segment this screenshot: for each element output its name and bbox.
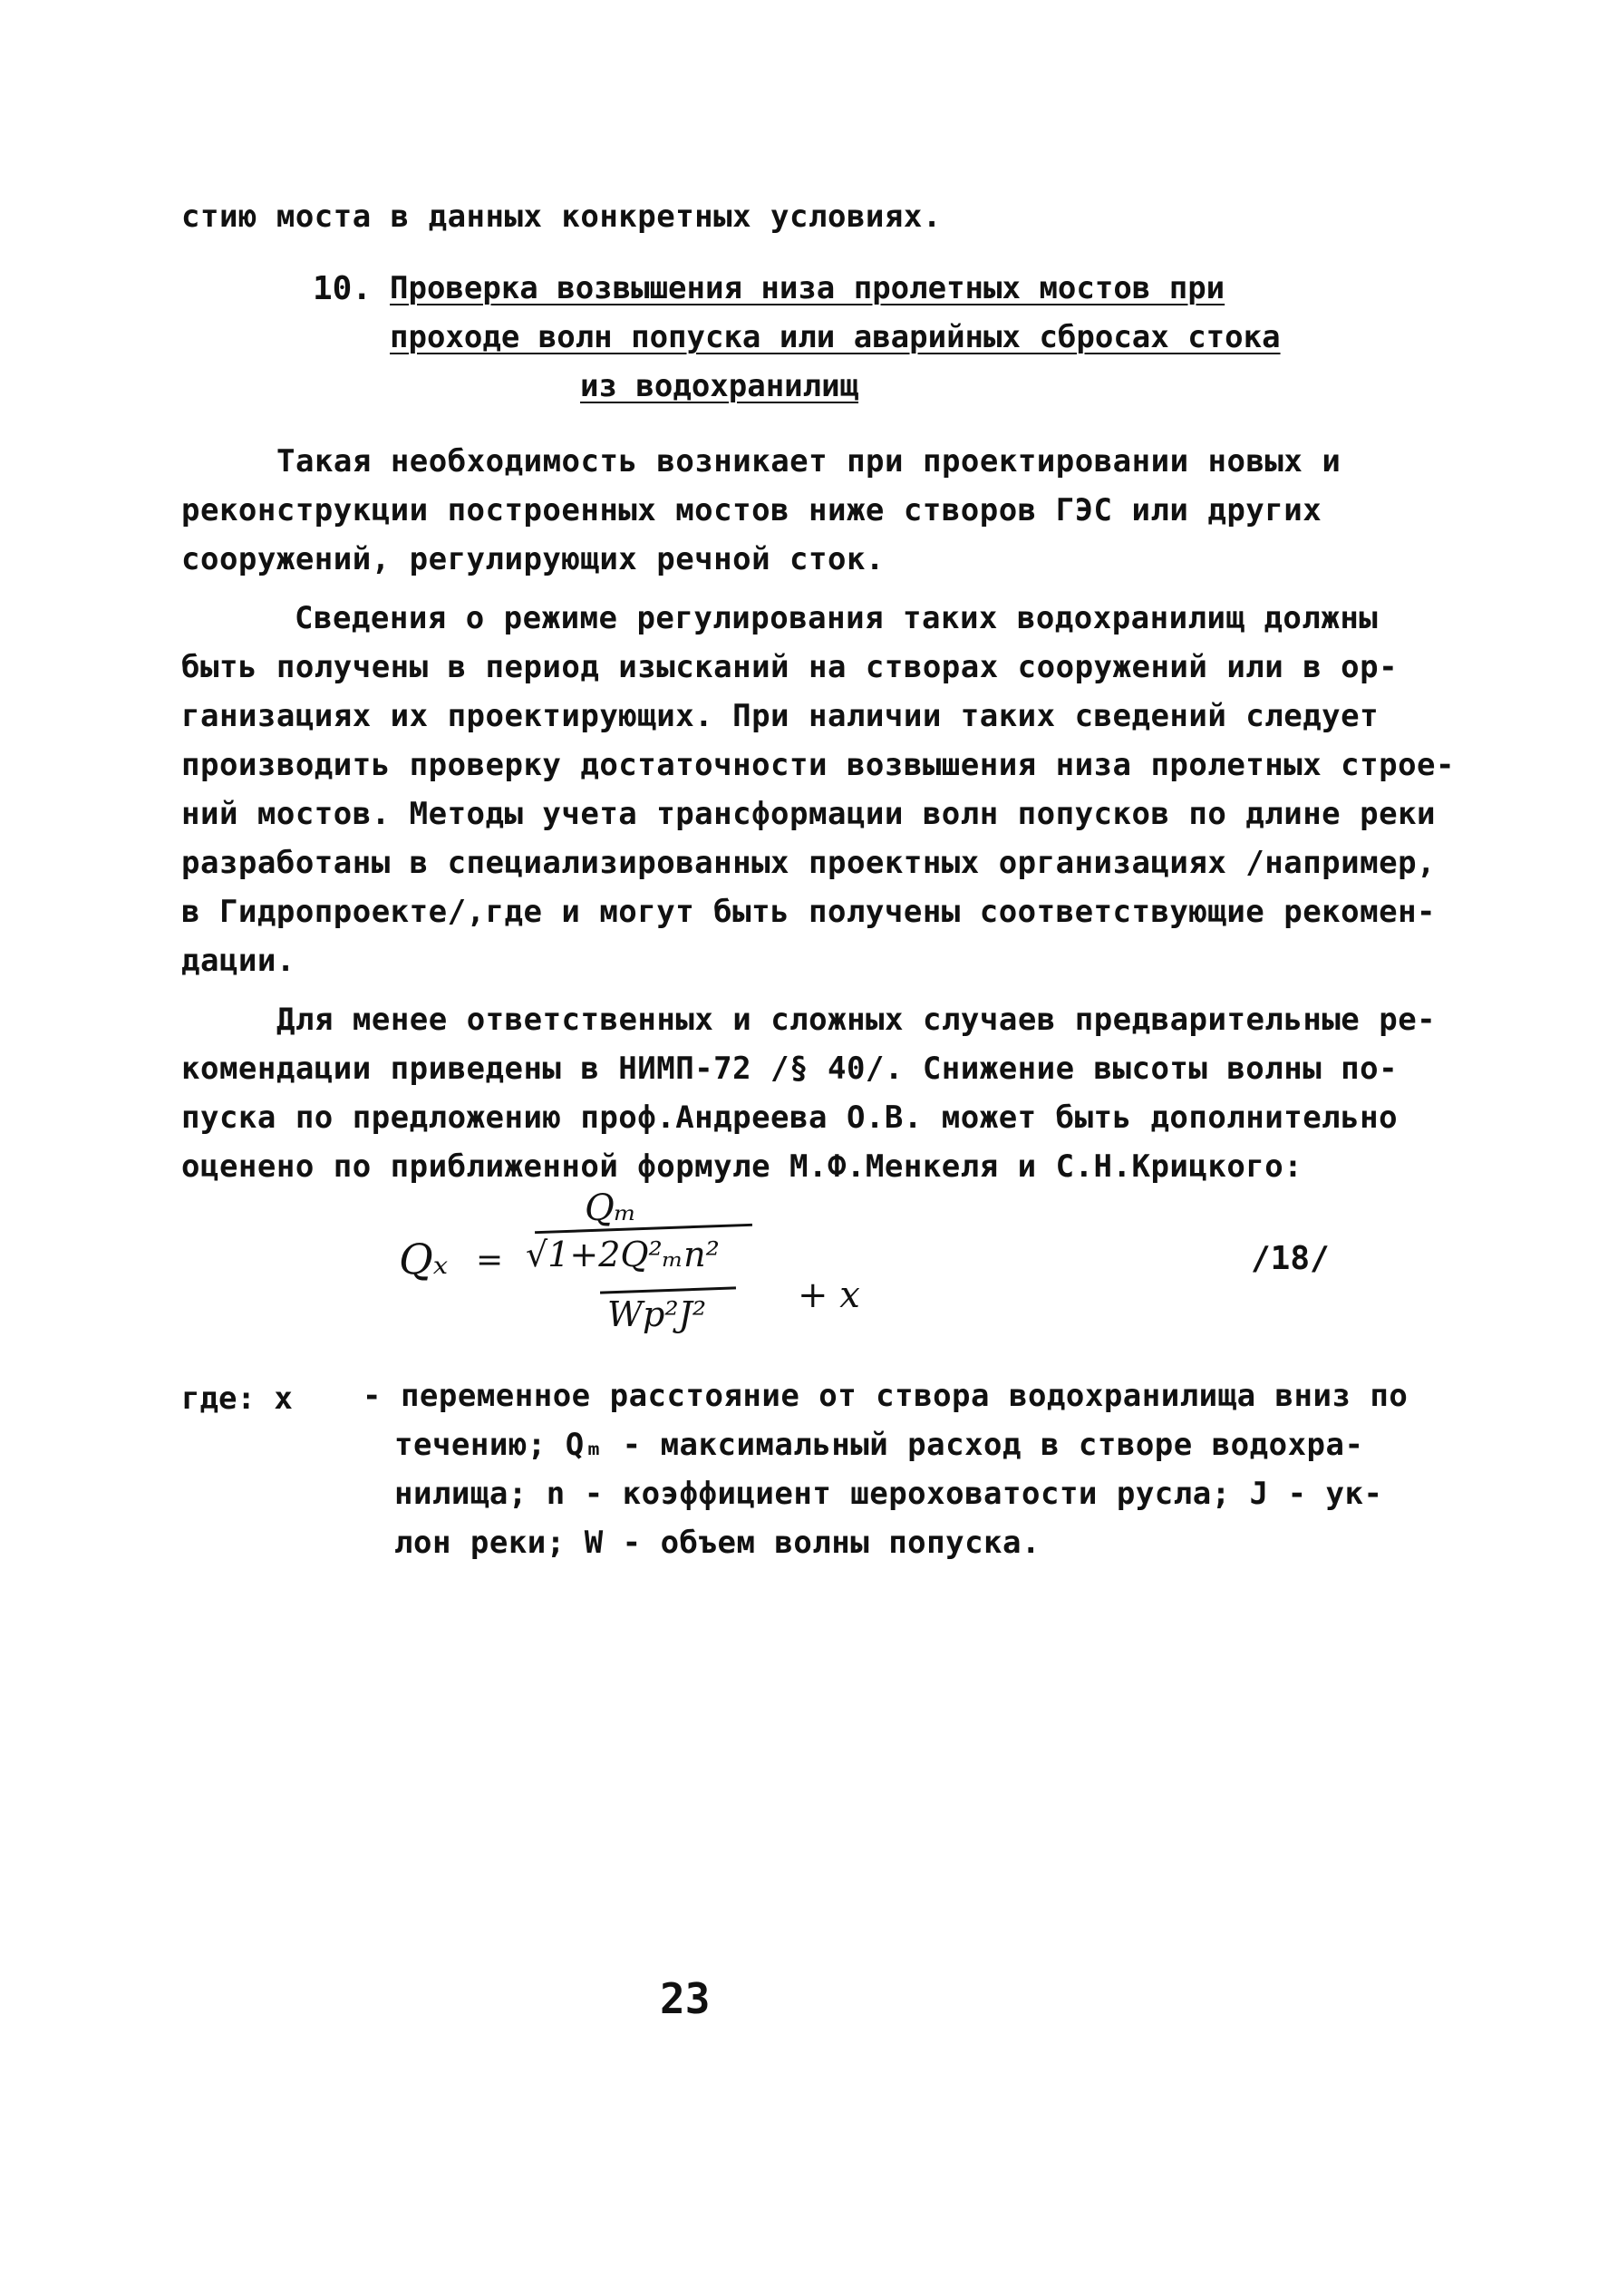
paragraph2-line-3: ганизациях их проектирующих. При наличии таких сведений следует xyxy=(181,698,1380,734)
paragraph2-line-4: производить проверку достаточности возвышения низа пролетных строе- xyxy=(181,747,1455,783)
formula-denominator: Wp²J² xyxy=(607,1294,707,1334)
paragraph2-line-6: разработаны в специализированных проектных организациях /например, xyxy=(181,845,1437,881)
intro-line: стию моста в данных конкретных условиях. xyxy=(181,199,942,235)
paragraph3-line-1: Для менее ответственных и сложных случаев предварительные ре- xyxy=(276,1002,1437,1038)
section-heading-line-1: Проверка возвышения низа пролетных мостов при xyxy=(390,270,1225,306)
paragraph2-line-2: быть получены в период изысканий на створах сооружений или в ор- xyxy=(181,649,1399,685)
paragraph3-line-2: комендации приведены в НИМП-72 /§ 40/. Снижение высоты волны по- xyxy=(181,1051,1399,1087)
formula-sqrt-term: √1+2Q²ₘn² xyxy=(526,1235,720,1274)
paragraph2-line-8: дации. xyxy=(181,943,295,979)
equation-number: /18/ xyxy=(1251,1240,1330,1277)
paragraph1-line-1: Такая необходимость возникает при проектировании новых и xyxy=(276,443,1341,480)
where-line-3: нилища; n - коэффициент шероховатости русла; J - ук- xyxy=(394,1476,1383,1512)
where-line-4: лон реки; W - объем волны попуска. xyxy=(394,1525,1041,1561)
formula-numerator: Qₘ xyxy=(585,1187,637,1229)
paragraph1-line-3: сооружений, регулирующих речной сток. xyxy=(181,541,885,577)
where-line-1: - переменное расстояние от створа водохранилища вниз по xyxy=(363,1378,1409,1414)
section-heading-line-3: из водохранилищ xyxy=(580,368,859,404)
paragraph2-line-1: Сведения о режиме регулирования таких водохранилищ должны xyxy=(295,600,1379,636)
paragraph2-line-7: в Гидропроекте/,где и могут быть получены соответствующие рекомен- xyxy=(181,894,1437,930)
page-number: 23 xyxy=(660,1974,711,2023)
section-number: 10. xyxy=(313,270,373,307)
formula-fraction-bar xyxy=(535,1224,752,1234)
formula-18 xyxy=(390,1187,897,1351)
paragraph1-line-2: реконструкции построенных мостов ниже створов ГЭС или других xyxy=(181,492,1322,528)
paragraph3-line-4: оценено по приближенной формуле М.Ф.Менкеля и С.Н.Крицкого: xyxy=(181,1148,1303,1185)
formula-inner-fraction-bar xyxy=(600,1286,736,1293)
formula-lhs: Qₓ xyxy=(399,1235,449,1284)
paragraph3-line-3: пуска по предложению проф.Андреева О.В. может быть дополнительно xyxy=(181,1100,1399,1136)
formula-equals: = xyxy=(476,1242,504,1279)
where-line-2: течению; Qₘ - максимальный расход в створе водохра- xyxy=(394,1427,1364,1463)
section-heading-line-2: проходе волн попуска или аварийных сбросах стока xyxy=(390,319,1281,355)
formula-variable: + x xyxy=(798,1274,860,1316)
paragraph2-line-5: ний мостов. Методы учета трансформации волн попусков по длине реки xyxy=(181,796,1437,832)
where-label: где: x xyxy=(181,1381,293,1417)
